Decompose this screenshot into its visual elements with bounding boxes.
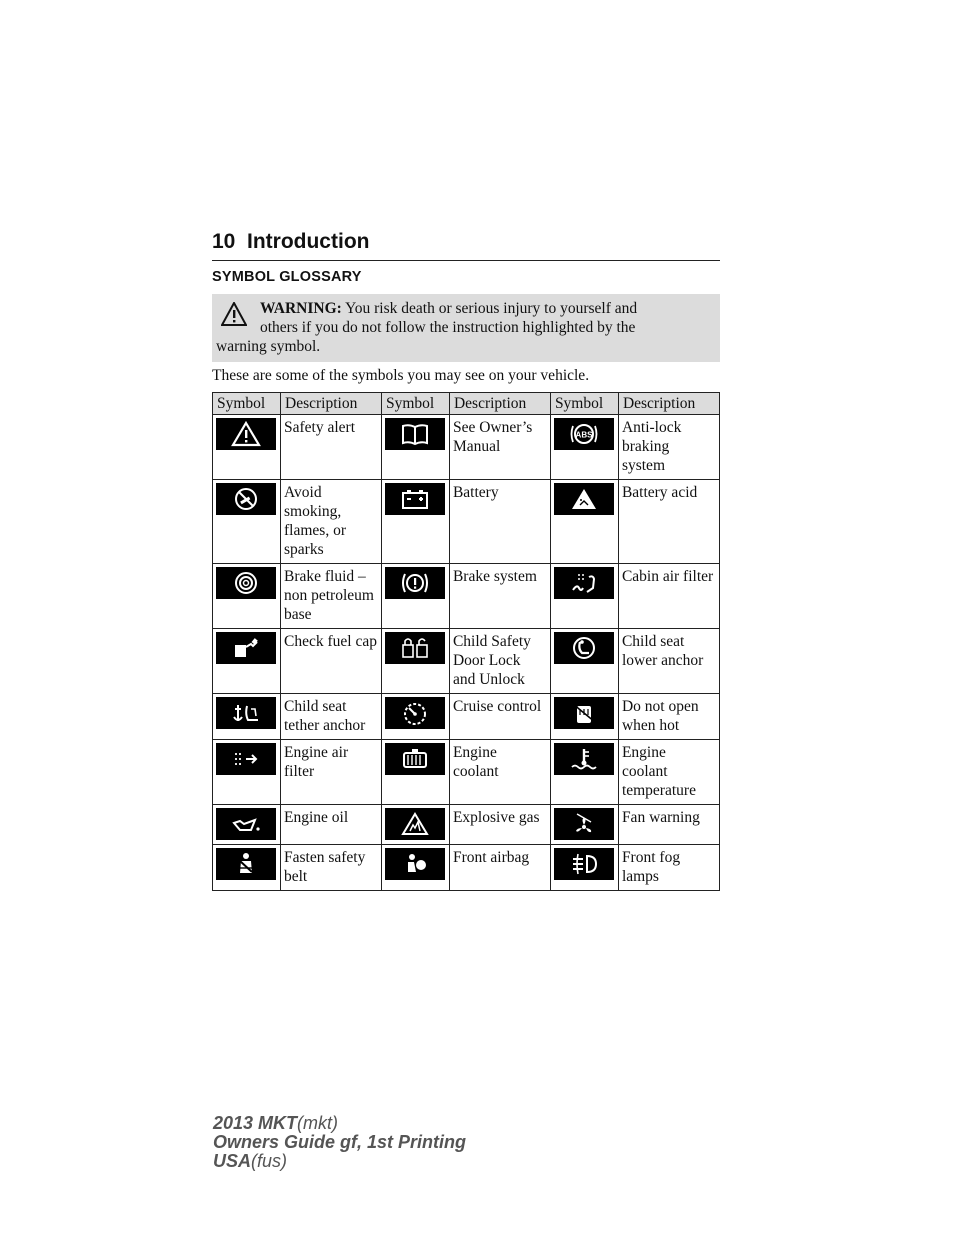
description-cell: Battery [449,480,550,564]
symbol-cell [550,564,618,629]
engine-air-filter-icon [216,743,276,775]
table-header-row [213,393,720,415]
table-row [213,845,720,891]
description-cell: Safety alert [281,415,382,480]
symbol-cell [213,805,281,845]
description-cell: Anti-lock braking system [618,415,719,480]
fog-lamps-icon [554,848,614,880]
description-cell: Engine air filter [281,740,382,805]
airbag-icon [385,848,445,880]
symbol-cell [550,805,618,845]
description-cell: Front fog lamps [618,845,719,891]
table-row [213,740,720,805]
description-cell: Child seat tether anchor [281,694,382,740]
column-header: Symbol [550,393,618,415]
manual-page [212,228,720,891]
description-cell: Fasten safety belt [281,845,382,891]
description-cell: Engine coolant temperature [618,740,719,805]
chapter-title: Introduction [247,230,370,253]
symbol-cell [381,805,449,845]
footer-market: USA [213,1151,252,1171]
description-cell: Brake system [449,564,550,629]
table-row [213,415,720,480]
symbol-cell [381,564,449,629]
symbol-cell [550,480,618,564]
symbol-cell [381,415,449,480]
print-footer [213,1114,466,1171]
page-number: 10 [212,230,236,253]
table-row [213,564,720,629]
table-row [213,480,720,564]
footer-market-code: (fus) [251,1151,288,1171]
description-cell: Avoid smoking, flames, or sparks [281,480,382,564]
symbol-cell [213,629,281,694]
description-cell: Front airbag [449,845,550,891]
table-row [213,805,720,845]
abs-icon [554,418,614,450]
column-header: Description [281,393,382,415]
warning-text-3: warning symbol. [216,338,321,355]
engine-coolant-icon [385,743,445,775]
engine-oil-icon [216,808,276,840]
symbol-cell [550,740,618,805]
description-cell: Explosive gas [449,805,550,845]
coolant-temperature-icon [554,743,614,775]
warning-text-1: You risk death or serious injury to yourself and [345,300,638,317]
description-cell: Engine oil [281,805,382,845]
symbol-glossary-table [212,392,720,891]
description-cell: Child seat lower anchor [618,629,719,694]
brake-system-icon [385,567,445,599]
symbol-cell [381,629,449,694]
explosive-gas-icon [385,808,445,840]
symbol-cell [213,740,281,805]
footer-guide: Owners Guide gf, 1st Printing [213,1132,467,1152]
tether-anchor-icon [216,697,276,729]
description-cell: See Owner’s Manual [449,415,550,480]
fan-warning-icon [554,808,614,840]
warning-triangle-icon [221,302,247,326]
no-smoking-icon [216,483,276,515]
brake-fluid-icon [216,567,276,599]
description-cell: Cruise control [449,694,550,740]
column-header: Description [449,393,550,415]
symbol-cell [550,694,618,740]
description-cell: Brake fluid – non petroleum base [281,564,382,629]
symbol-cell [213,480,281,564]
do-not-open-hot-icon [554,697,614,729]
battery-acid-icon [554,483,614,515]
symbol-cell [213,415,281,480]
description-cell: Child Safety Door Lock and Unlock [449,629,550,694]
page-header [212,228,720,261]
column-header: Description [618,393,719,415]
description-cell: Fan warning [618,805,719,845]
warning-label: WARNING: [260,300,342,317]
symbol-cell [381,740,449,805]
description-cell: Do not open when hot [618,694,719,740]
warning-text-2: others if you do not follow the instruction highlighted by the [260,319,636,336]
warning-box [212,294,720,362]
description-cell: Battery acid [618,480,719,564]
symbol-cell [381,694,449,740]
seat-belt-icon [216,848,276,880]
symbol-cell [381,845,449,891]
column-header: Symbol [213,393,281,415]
symbol-cell [213,845,281,891]
owners-manual-icon [385,418,445,450]
description-cell: Check fuel cap [281,629,382,694]
footer-model-code: (mkt) [297,1113,339,1133]
symbol-cell [550,415,618,480]
child-lock-icon [385,632,445,664]
intro-text: These are some of the symbols you may see on your vehicle. [212,367,590,384]
fuel-cap-icon [216,632,276,664]
cruise-control-icon [385,697,445,729]
child-seat-anchor-icon [554,632,614,664]
footer-model: 2013 MKT [213,1113,298,1133]
table-row [213,629,720,694]
symbol-cell [213,564,281,629]
safety-alert-icon [216,418,276,450]
column-header: Symbol [381,393,449,415]
symbol-cell [550,629,618,694]
description-cell: Engine coolant [449,740,550,805]
section-title: SYMBOL GLOSSARY [212,269,362,285]
battery-icon [385,483,445,515]
description-cell: Cabin air filter [618,564,719,629]
symbol-cell [213,694,281,740]
svg-text:ABS: ABS [575,430,593,440]
symbol-cell [550,845,618,891]
symbol-cell [381,480,449,564]
cabin-air-filter-icon [554,567,614,599]
table-row [213,694,720,740]
